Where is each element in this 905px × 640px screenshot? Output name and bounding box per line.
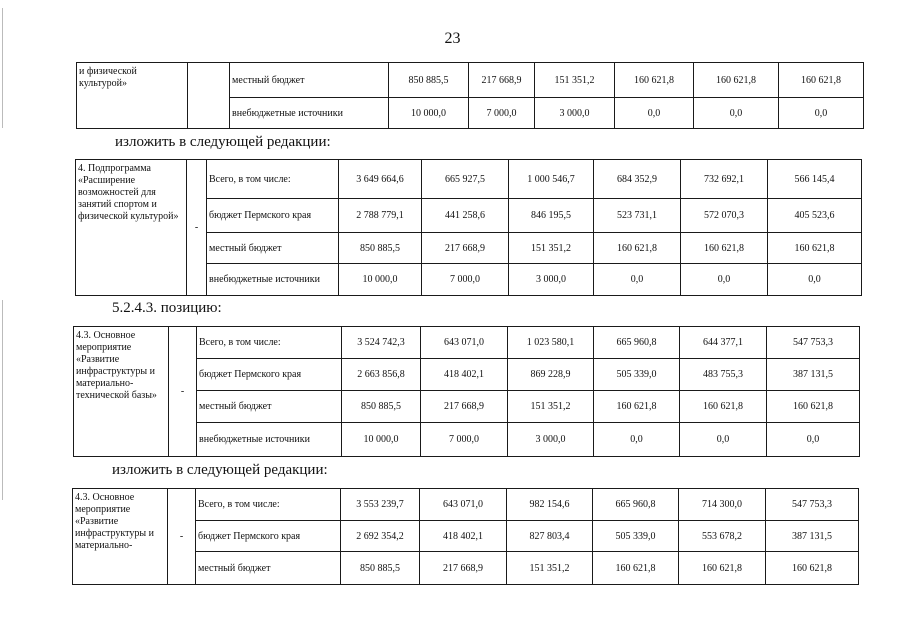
value-cell: 1 023 580,1 — [508, 327, 594, 359]
value-cell: 2 788 779,1 — [339, 199, 422, 233]
value-cell: 3 000,0 — [509, 264, 594, 296]
value-cell: 217 668,9 — [421, 391, 508, 423]
amendment-note: изложить в следующей редакции: — [112, 462, 328, 478]
value-cell: 732 692,1 — [681, 160, 768, 199]
scan-edge-line — [2, 300, 3, 500]
value-cell: 0,0 — [594, 264, 681, 296]
value-cell: 160 621,8 — [679, 552, 766, 585]
value-cell: 0,0 — [615, 98, 694, 129]
funding-source-cell: бюджет Пермского края — [196, 521, 341, 552]
responsible-cell — [188, 63, 230, 129]
value-cell: 160 621,8 — [767, 391, 860, 423]
value-cell: 160 621,8 — [593, 552, 679, 585]
responsible-cell: - — [169, 327, 197, 457]
value-cell: 160 621,8 — [615, 63, 694, 98]
value-cell: 160 621,8 — [779, 63, 864, 98]
value-cell: 2 663 856,8 — [342, 359, 421, 391]
value-cell: 151 351,2 — [509, 233, 594, 264]
value-cell: 160 621,8 — [766, 552, 859, 585]
page-number: 23 — [444, 30, 461, 47]
value-cell: 523 731,1 — [594, 199, 681, 233]
value-cell: 553 678,2 — [679, 521, 766, 552]
value-cell: 850 885,5 — [342, 391, 421, 423]
funding-source-cell: местный бюджет — [230, 63, 389, 98]
program-name-cell: 4. Подпрограмма «Расширение возможностей для занятий спортом и физической культурой» — [76, 160, 187, 296]
value-cell: 151 351,2 — [535, 63, 615, 98]
value-cell: 850 885,5 — [389, 63, 469, 98]
program-name-cell: 4.3. Основное мероприятие «Развитие инфраструктуры и материально-технической базы» — [74, 327, 169, 457]
value-cell: 160 621,8 — [594, 391, 680, 423]
value-cell: 418 402,1 — [420, 521, 507, 552]
value-cell: 10 000,0 — [339, 264, 422, 296]
value-cell: 827 803,4 — [507, 521, 593, 552]
funding-source-cell: Всего, в том числе: — [197, 327, 342, 359]
value-cell: 0,0 — [694, 98, 779, 129]
value-cell: 3 553 239,7 — [341, 489, 420, 521]
value-cell: 846 195,5 — [509, 199, 594, 233]
value-cell: 151 351,2 — [507, 552, 593, 585]
program-name-cell: 4.3. Основное мероприятие «Развитие инфраструктуры и материально- — [73, 489, 168, 585]
value-cell: 217 668,9 — [469, 63, 535, 98]
value-cell: 850 885,5 — [341, 552, 420, 585]
value-cell: 10 000,0 — [389, 98, 469, 129]
value-cell: 0,0 — [767, 423, 860, 457]
table-activity-4-3-new — [72, 488, 859, 585]
value-cell: 418 402,1 — [421, 359, 508, 391]
value-cell: 572 070,3 — [681, 199, 768, 233]
value-cell: 643 071,0 — [421, 327, 508, 359]
funding-source-cell: внебюджетные источники — [197, 423, 342, 457]
value-cell: 665 927,5 — [422, 160, 509, 199]
value-cell: 3 000,0 — [508, 423, 594, 457]
funding-source-cell: Всего, в том числе: — [207, 160, 339, 199]
program-name-cell: и физической культурой» — [77, 63, 188, 129]
funding-source-cell: местный бюджет — [196, 552, 341, 585]
value-cell: 160 621,8 — [680, 391, 767, 423]
value-cell: 160 621,8 — [681, 233, 768, 264]
value-cell: 387 131,5 — [766, 521, 859, 552]
value-cell: 3 000,0 — [535, 98, 615, 129]
value-cell: 684 352,9 — [594, 160, 681, 199]
table-activity-4-3-current — [73, 326, 860, 457]
value-cell: 151 351,2 — [508, 391, 594, 423]
value-cell: 869 228,9 — [508, 359, 594, 391]
value-cell: 405 523,6 — [768, 199, 862, 233]
value-cell: 160 621,8 — [694, 63, 779, 98]
funding-source-cell: Всего, в том числе: — [196, 489, 341, 521]
value-cell: 160 621,8 — [594, 233, 681, 264]
value-cell: 714 300,0 — [679, 489, 766, 521]
value-cell: 7 000,0 — [469, 98, 535, 129]
table-subprogram-4 — [75, 159, 862, 296]
value-cell: 982 154,6 — [507, 489, 593, 521]
value-cell: 3 524 742,3 — [342, 327, 421, 359]
value-cell: 2 692 354,2 — [341, 521, 420, 552]
scan-edge-line — [2, 8, 3, 128]
value-cell: 0,0 — [779, 98, 864, 129]
funding-source-cell: местный бюджет — [197, 391, 342, 423]
value-cell: 547 753,3 — [767, 327, 860, 359]
value-cell: 7 000,0 — [421, 423, 508, 457]
value-cell: 665 960,8 — [594, 327, 680, 359]
value-cell: 644 377,1 — [680, 327, 767, 359]
value-cell: 665 960,8 — [593, 489, 679, 521]
value-cell: 1 000 546,7 — [509, 160, 594, 199]
value-cell: 160 621,8 — [768, 233, 862, 264]
value-cell: 850 885,5 — [339, 233, 422, 264]
funding-source-cell: местный бюджет — [207, 233, 339, 264]
value-cell: 217 668,9 — [422, 233, 509, 264]
value-cell: 0,0 — [768, 264, 862, 296]
value-cell: 0,0 — [594, 423, 680, 457]
value-cell: 3 649 664,6 — [339, 160, 422, 199]
value-cell: 505 339,0 — [594, 359, 680, 391]
funding-source-cell: бюджет Пермского края — [207, 199, 339, 233]
value-cell: 0,0 — [681, 264, 768, 296]
value-cell: 441 258,6 — [422, 199, 509, 233]
section-heading: 5.2.4.3. позицию: — [112, 300, 222, 316]
table-funding-continuation — [76, 62, 864, 129]
amendment-note: изложить в следующей редакции: — [115, 134, 331, 150]
value-cell: 0,0 — [680, 423, 767, 457]
value-cell: 217 668,9 — [420, 552, 507, 585]
funding-source-cell: бюджет Пермского края — [197, 359, 342, 391]
value-cell: 643 071,0 — [420, 489, 507, 521]
funding-source-cell: внебюджетные источники — [207, 264, 339, 296]
responsible-cell: - — [168, 489, 196, 585]
value-cell: 566 145,4 — [768, 160, 862, 199]
value-cell: 483 755,3 — [680, 359, 767, 391]
value-cell: 505 339,0 — [593, 521, 679, 552]
value-cell: 547 753,3 — [766, 489, 859, 521]
responsible-cell: - — [187, 160, 207, 296]
value-cell: 10 000,0 — [342, 423, 421, 457]
funding-source-cell: внебюджетные источники — [230, 98, 389, 129]
value-cell: 7 000,0 — [422, 264, 509, 296]
value-cell: 387 131,5 — [767, 359, 860, 391]
